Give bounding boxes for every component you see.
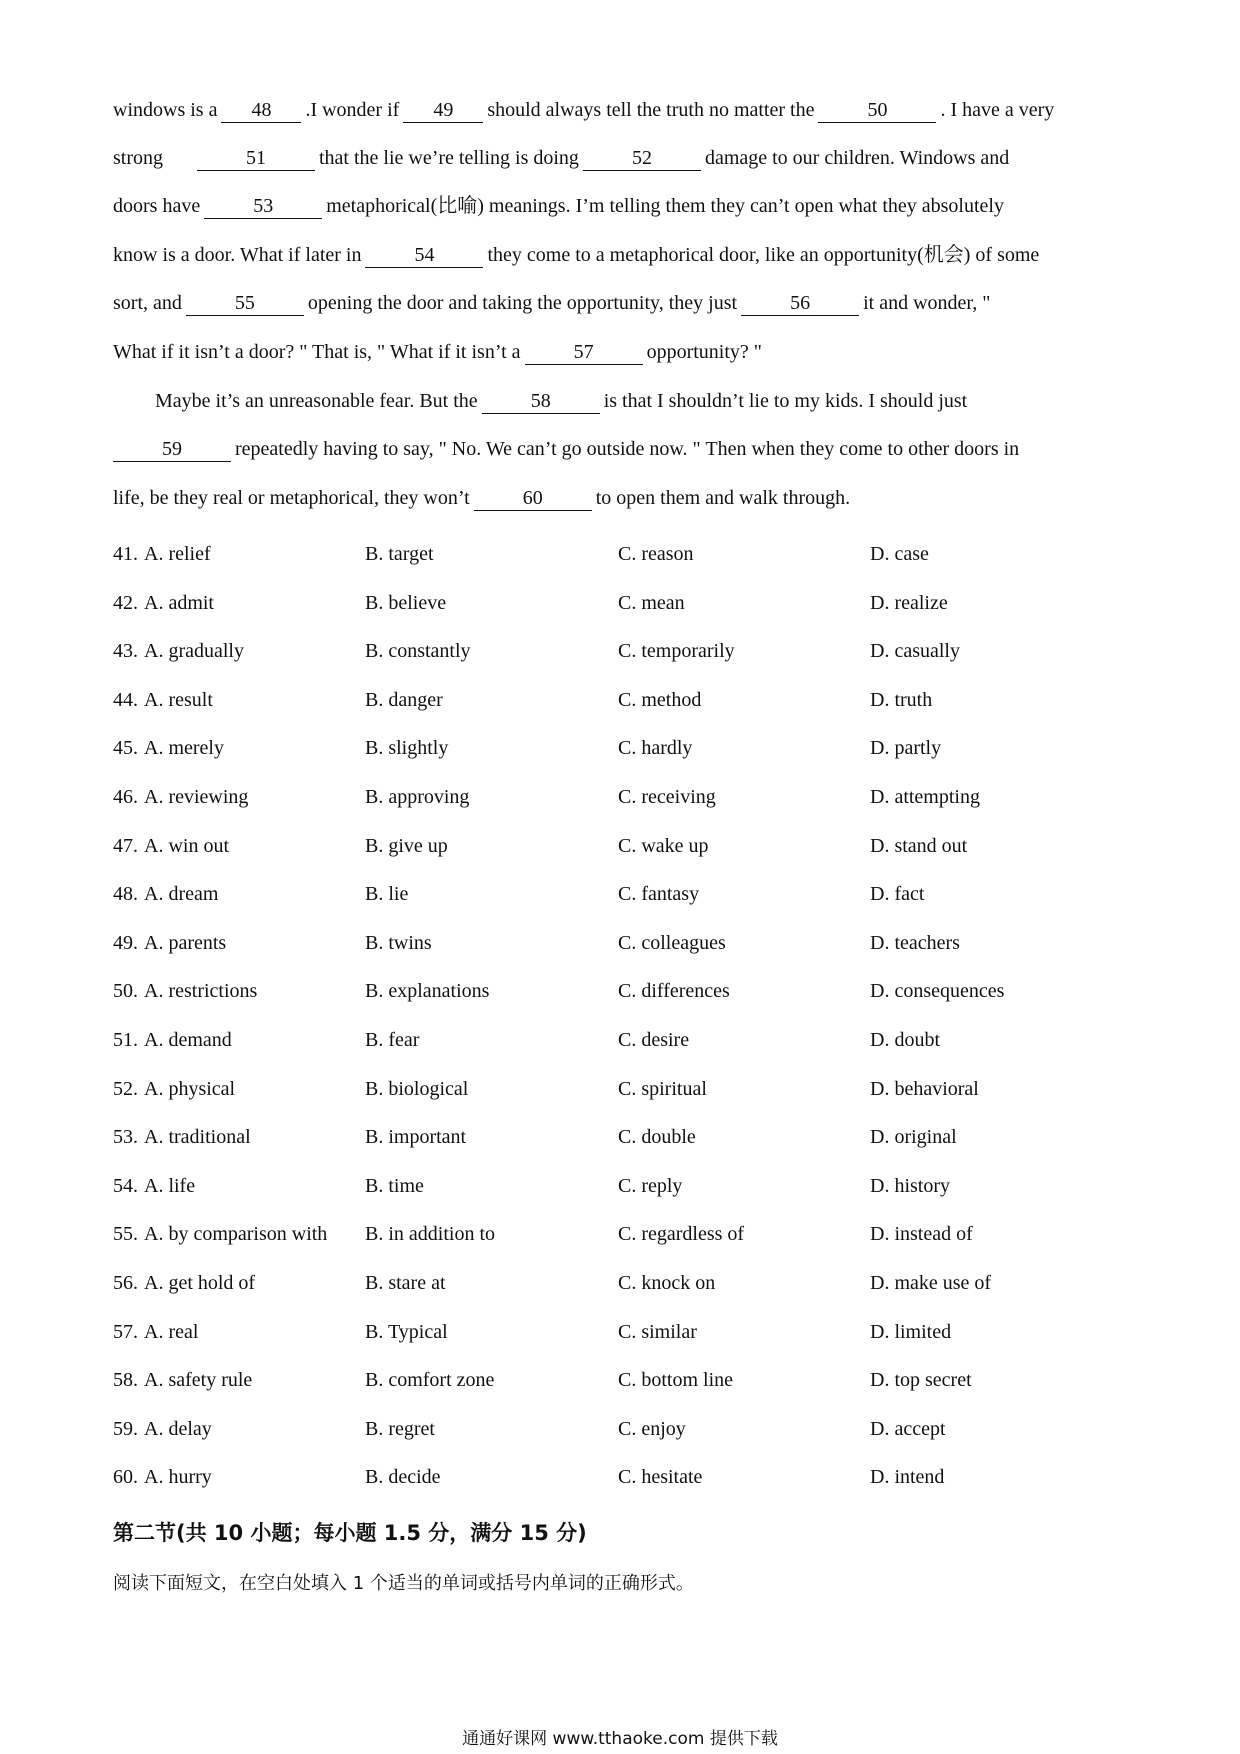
option-c: C. mean — [618, 591, 685, 614]
question-number: 54. — [113, 1174, 138, 1197]
question-row — [113, 1172, 1133, 1200]
question-row — [113, 929, 1133, 957]
question-number: 53. — [113, 1126, 138, 1149]
option-d: D. original — [870, 1126, 957, 1149]
passage-line-7: Maybe it’s an unreasonable fear. But the 58 is that I shouldn’t lie to my kids. I should just — [155, 390, 968, 412]
passage-line-8: 59 repeatedly having to say, " No. We can’t go outside now. " Then when they come to other doors in — [113, 435, 1019, 463]
option-b: B. approving — [365, 786, 470, 808]
passage-line-9: life, be they real or metaphorical, they won’t 60 to open them and walk through. — [113, 487, 851, 509]
question-number: 47. — [113, 834, 138, 857]
question-row — [113, 1220, 1133, 1248]
question-number: 46. — [113, 786, 138, 808]
option-c: C. double — [618, 1126, 696, 1149]
question-number: 48. — [113, 883, 138, 906]
option-c: C. temporarily — [618, 640, 735, 663]
option-d: D. realize — [870, 591, 948, 614]
option-b: B. stare at — [365, 1272, 446, 1294]
option-d: D. stand out — [870, 834, 968, 857]
option-c: C. hardly — [618, 737, 693, 760]
option-a: A. parents — [144, 931, 227, 954]
blank-55: 55 — [186, 291, 304, 316]
option-c: C. enjoy — [618, 1417, 686, 1440]
option-a: A. delay — [144, 1417, 212, 1440]
option-b: B. lie — [365, 883, 409, 906]
blank-54: 54 — [365, 243, 483, 268]
section-title: 第二节(共 10 小题；每小题 1.5 分，满分 15 分) — [113, 1521, 587, 1545]
blank-57: 57 — [525, 340, 643, 365]
blank-60: 60 — [474, 486, 592, 511]
option-d: D. teachers — [870, 931, 960, 954]
option-a: A. life — [144, 1174, 196, 1197]
question-row — [113, 783, 1133, 811]
option-c: C. desire — [618, 1029, 690, 1051]
option-d: D. truth — [870, 688, 933, 711]
option-d: D. make use of — [870, 1272, 992, 1294]
option-d: D. case — [870, 543, 929, 565]
question-row — [113, 977, 1133, 1005]
option-c: C. colleagues — [618, 931, 726, 954]
question-number: 56. — [113, 1272, 138, 1294]
option-b: B. target — [365, 543, 434, 565]
question-number: 45. — [113, 737, 138, 760]
option-a: A. get hold of — [144, 1272, 256, 1294]
option-b: B. biological — [365, 1077, 469, 1100]
passage-line-3: doors have 53 metaphorical(比喻) meanings. I’m telling them they can’t open what they absolutely — [113, 195, 1004, 217]
blank-58: 58 — [482, 389, 600, 414]
option-d: D. consequences — [870, 980, 1005, 1003]
option-a: A. relief — [144, 543, 211, 565]
option-c: C. differences — [618, 980, 730, 1003]
question-number: 44. — [113, 688, 138, 711]
option-d: D. partly — [870, 737, 942, 760]
option-b: B. important — [365, 1126, 467, 1149]
question-row — [113, 1463, 1133, 1491]
blank-56: 56 — [741, 291, 859, 316]
option-c: C. regardless of — [618, 1223, 745, 1246]
passage-line-5: sort, and 55 opening the door and taking the opportunity, they just 56 it and wonder, " — [113, 292, 991, 314]
option-d: D. behavioral — [870, 1077, 979, 1100]
option-d: D. history — [870, 1174, 950, 1197]
option-d: D. limited — [870, 1320, 952, 1343]
option-a: A. dream — [144, 883, 219, 906]
question-number: 49. — [113, 931, 138, 954]
footer-credit: 通通好课网 www.tthaoke.com 提供下载 — [462, 1729, 778, 1749]
option-c: C. hesitate — [618, 1466, 703, 1489]
option-a: A. real — [144, 1320, 199, 1343]
option-a: A. merely — [144, 737, 224, 760]
question-row — [113, 1075, 1133, 1103]
question-row — [113, 686, 1133, 714]
question-row — [113, 1318, 1133, 1346]
option-b: B. fear — [365, 1029, 420, 1051]
option-c: C. receiving — [618, 786, 716, 808]
option-c: C. similar — [618, 1320, 697, 1343]
blank-53: 53 — [204, 194, 322, 219]
question-row — [113, 1415, 1133, 1443]
question-row — [113, 734, 1133, 762]
option-d: D. doubt — [870, 1029, 940, 1051]
option-a: A. physical — [144, 1077, 236, 1100]
option-a: A. demand — [144, 1029, 232, 1051]
option-a: A. by comparison with — [144, 1223, 328, 1246]
option-b: B. explanations — [365, 980, 490, 1003]
passage-line-2: strong 51 that the lie we’re telling is doing 52 damage to our children. Windows and — [113, 147, 1010, 169]
question-row — [113, 832, 1133, 860]
section-instruction: 阅读下面短文，在空白处填入 1 个适当的单词或括号内单词的正确形式。 — [113, 1573, 694, 1594]
question-number: 51. — [113, 1029, 138, 1051]
option-b: B. danger — [365, 688, 443, 711]
blank-50: 50 — [818, 98, 936, 123]
option-a: A. admit — [144, 591, 214, 614]
question-row — [113, 1366, 1133, 1394]
option-d: D. intend — [870, 1466, 945, 1489]
option-d: D. fact — [870, 883, 925, 906]
blank-49: 49 — [403, 98, 483, 123]
question-row — [113, 1026, 1133, 1054]
question-number: 50. — [113, 980, 138, 1003]
question-number: 55. — [113, 1223, 138, 1246]
question-row — [113, 880, 1133, 908]
option-b: B. regret — [365, 1417, 435, 1440]
option-c: C. wake up — [618, 834, 709, 857]
option-a: A. reviewing — [144, 786, 249, 808]
option-c: C. knock on — [618, 1272, 716, 1294]
question-row — [113, 540, 1133, 568]
option-d: D. casually — [870, 640, 960, 663]
option-b: B. decide — [365, 1466, 441, 1489]
option-a: A. restrictions — [144, 980, 258, 1003]
option-c: C. spiritual — [618, 1077, 707, 1100]
question-row — [113, 589, 1133, 617]
blank-51: 51 — [197, 146, 315, 171]
option-b: B. in addition to — [365, 1223, 495, 1246]
option-c: C. method — [618, 688, 702, 711]
option-a: A. traditional — [144, 1126, 251, 1149]
option-c: C. reason — [618, 543, 694, 565]
question-number: 52. — [113, 1077, 138, 1100]
passage-line-6: What if it isn’t a door? " That is, " What if it isn’t a 57 opportunity? " — [113, 341, 762, 363]
passage-line-4: know is a door. What if later in 54 they come to a metaphorical door, like an opportunity(机会) of some — [113, 244, 1040, 266]
question-number: 58. — [113, 1369, 138, 1392]
option-a: A. gradually — [144, 640, 244, 663]
option-b: B. give up — [365, 834, 448, 857]
option-b: B. time — [365, 1174, 424, 1197]
passage-line-1: windows is a 48 .I wonder if 49 should always tell the truth no matter the 50 . I have a very — [113, 99, 1055, 121]
option-c: C. reply — [618, 1174, 683, 1197]
option-c: C. bottom line — [618, 1369, 733, 1392]
option-c: C. fantasy — [618, 883, 700, 906]
option-b: B. comfort zone — [365, 1369, 495, 1392]
option-d: D. accept — [870, 1417, 946, 1440]
blank-52: 52 — [583, 146, 701, 171]
option-d: D. attempting — [870, 786, 980, 808]
option-b: B. twins — [365, 931, 432, 954]
question-row — [113, 637, 1133, 665]
option-d: D. top secret — [870, 1369, 972, 1392]
option-a: A. win out — [144, 834, 229, 857]
option-b: B. Typical — [365, 1320, 448, 1343]
option-b: B. constantly — [365, 640, 471, 663]
question-number: 41. — [113, 543, 138, 565]
option-b: B. believe — [365, 591, 447, 614]
option-a: A. safety rule — [144, 1369, 253, 1392]
question-row — [113, 1123, 1133, 1151]
question-number: 59. — [113, 1417, 138, 1440]
option-d: D. instead of — [870, 1223, 973, 1246]
blank-48: 48 — [221, 98, 301, 123]
option-a: A. hurry — [144, 1466, 212, 1489]
option-a: A. result — [144, 688, 213, 711]
option-b: B. slightly — [365, 737, 449, 760]
question-number: 43. — [113, 640, 138, 663]
question-number: 42. — [113, 591, 138, 614]
blank-59: 59 — [113, 437, 231, 462]
question-number: 57. — [113, 1320, 138, 1343]
question-row — [113, 1269, 1133, 1297]
question-number: 60. — [113, 1466, 138, 1489]
